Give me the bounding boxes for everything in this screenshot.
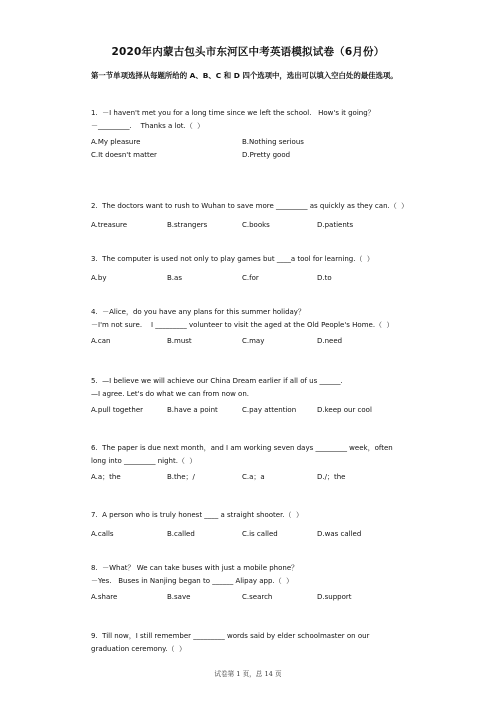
options-row [91, 335, 431, 348]
question-line: －_________. Thanks a lot.（ ） [91, 121, 205, 130]
question-3 [91, 253, 431, 284]
question-line: 8. －What？ We can take buses with just a mobile phone？ [91, 564, 299, 572]
option-a: A.can [91, 337, 111, 345]
options-row [91, 136, 431, 149]
option-b: B.called [167, 529, 195, 538]
option-d: D.Pretty good [242, 150, 291, 159]
options-row [91, 404, 431, 417]
option-c: C.a；a [242, 473, 265, 481]
question-1 [91, 107, 431, 161]
question-line: graduation ceremony.（ ） [91, 644, 186, 653]
option-b: B.as [167, 273, 182, 282]
question-7 [91, 509, 431, 540]
question-6 [91, 442, 431, 484]
option-d: D.was called [317, 529, 362, 538]
question-line: 1. －I haven't met you for a long time since we left the school. How's it going？ [91, 109, 375, 117]
option-c: C.for [242, 273, 259, 282]
option-a: A.by [91, 273, 107, 282]
option-c: C.may [242, 337, 265, 345]
option-d: D.keep our cool [317, 406, 372, 414]
question-2 [91, 200, 431, 231]
question-9 [91, 630, 431, 655]
option-c: C.pay attention [242, 406, 297, 414]
question-line: －Yes. Buses in Nanjing began to ______ Alipay app.（ ） [91, 576, 294, 585]
option-a: A.pull together [91, 406, 144, 414]
question-line: 3. The computer is used not only to play games but ____a tool for learning.（ ） [91, 255, 374, 263]
option-a: A.share [91, 593, 118, 601]
option-b: B.must [167, 337, 192, 345]
question-line: －I'm not sure. I _________ volunteer to visit the aged at the Old People's Home.（ ） [91, 320, 394, 329]
section-instructions: 第一节单项选择从每题所给的 A、B、C 和 D 四个选项中，选出可以填入空白处的最佳选项。 [91, 71, 398, 80]
options-row [91, 528, 431, 541]
option-d: D.patients [317, 220, 354, 229]
option-c: C.It doesn't matter [91, 150, 157, 159]
question-line: 2. The doctors want to rush to Wuhan to save more _________ as quickly as they can.（ ） [91, 202, 409, 210]
option-b: B.strangers [167, 220, 208, 229]
options-row [91, 591, 431, 604]
option-a: A.calls [91, 529, 114, 538]
option-b: B.Nothing serious [242, 138, 304, 146]
option-c: C.search [242, 593, 273, 601]
question-8 [91, 562, 431, 604]
option-d: D.need [317, 337, 343, 345]
page-footer: 试卷第 1 页，总 14 页 [214, 670, 282, 678]
question-4 [91, 306, 431, 348]
question-line: 4. －Alice，do you have any plans for this summer holiday？ [91, 308, 305, 316]
options-row [91, 272, 431, 285]
option-d: D.to [317, 273, 332, 282]
option-a: A.My pleasure [91, 138, 141, 146]
question-line: —I agree. Let's do what we can from now on. [91, 389, 249, 398]
option-c: C.books [242, 220, 270, 229]
option-a: A.a；the [91, 473, 121, 481]
question-line: 9. Till now，I still remember _________ words said by elder schoolmaster on our [91, 632, 370, 640]
page-title: 2020年内蒙古包头市东河区中考英语模拟试卷（6月份） [111, 46, 385, 58]
option-b: B.the；/ [167, 473, 195, 481]
options-row [91, 149, 431, 162]
question-line: 6. The paper is due next month，and I am working seven days _________ week，often [91, 444, 393, 452]
question-5 [91, 375, 431, 417]
options-row [91, 219, 431, 232]
option-c: C.is called [242, 529, 278, 538]
option-d: D./；the [317, 473, 346, 481]
option-a: A.treasure [91, 220, 128, 229]
question-line: 7. A person who is truly honest ____ a straight shooter.（ ） [91, 511, 304, 519]
option-d: D.support [317, 593, 352, 601]
question-line: 5. —I believe we will achieve our China Dream earlier if all of us ______. [91, 377, 343, 385]
options-row [91, 471, 431, 484]
question-line: long into _________ night.（ ） [91, 456, 197, 465]
option-b: B.have a point [167, 406, 218, 414]
option-b: B.save [167, 593, 191, 601]
